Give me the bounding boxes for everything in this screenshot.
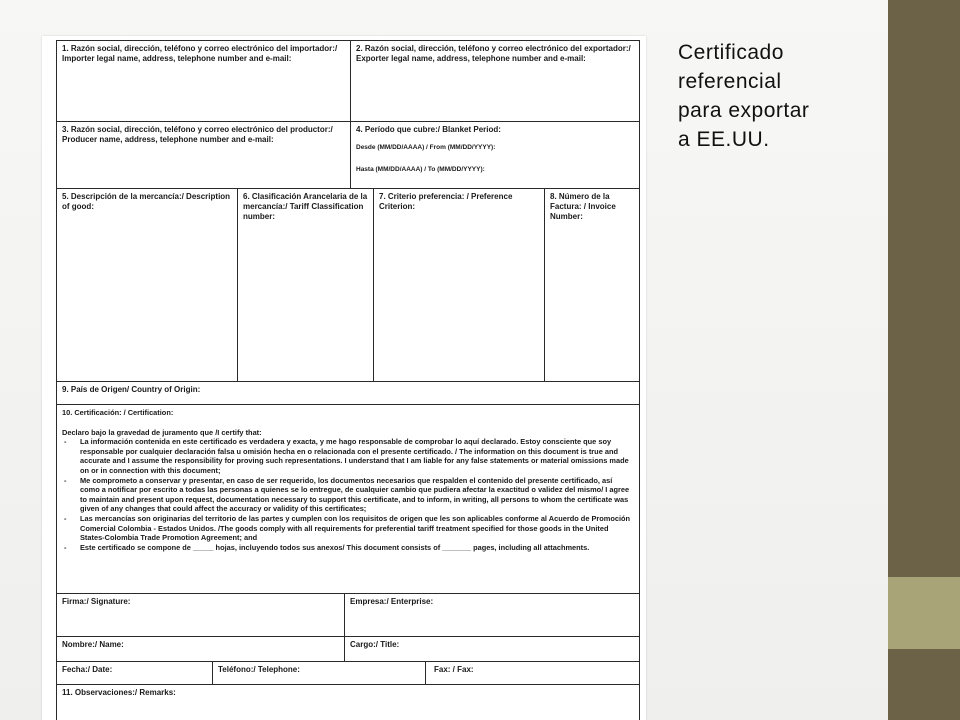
enterprise-label: Empresa:/ Enterprise: [350,597,434,606]
title-box [344,636,640,662]
remarks-box [56,684,640,720]
caption-line: para exportar [678,99,810,122]
caption-line: a EE.UU. [678,128,770,151]
invoice-box [544,188,640,382]
title-label: Cargo:/ Title: [350,640,400,649]
preference-box [373,188,545,382]
accent-bar-top [888,0,960,577]
producer-label: 3. Razón social, dirección, teléfono y correo electrónico del productor:/ Producer name, address, telephone number and e-mail: [62,125,333,144]
accent-bar-bottom [888,649,960,720]
tariff-label: 6. Clasificación Arancelaria de la mercancía:/ Tariff Classification number: [243,192,368,221]
description-box [56,188,238,382]
caption-line: Certificado [678,41,784,64]
telephone-label: Teléfono:/ Telephone: [218,665,300,674]
certification-label: 10. Certificación: / Certification: [62,408,174,417]
signature-label: Firma:/ Signature: [62,597,131,606]
certification-box [56,404,640,594]
description-label: 5. Descripción de la mercancía:/ Description of good: [62,192,231,211]
importer-label: 1. Razón social, dirección, teléfono y correo electrónico del importador:/ Importer legal name, address, telephone number and e-mail: [62,44,338,63]
producer-box [56,121,351,189]
exporter-label: 2. Razón social, dirección, teléfono y correo electrónico del exportador:/ Exporter legal name, address, telephone number and e-mail: [356,44,631,63]
invoice-label: 8. Número de la Factura: / Invoice Number: [550,192,616,221]
remarks-label: 11. Observaciones:/ Remarks: [62,688,176,697]
fax-label: Fax: / Fax: [434,665,474,674]
certification-item: - La información contenida en este certificado es verdadera y exacta, y me hago responsable de comprobar lo aquí declarado. Estoy consciente que soy responsable por cualquier declaración falsa u omisión hecha en o relacionada con el presente certificado. / The information on this document is true and accurate and I assume the responsibility for proving such representations. I understand that I am liable for any false statements or material omissions made on or in connection with this document; [62,437,634,475]
declaration-intro: Declaro bajo la gravedad de juramento que /I certify that: [62,427,262,437]
preference-label: 7. Criterio preferencia: / Preference Criterion: [379,192,513,211]
telephone-box [212,661,426,685]
importer-box [56,40,351,122]
tariff-box [237,188,374,382]
certification-item: - Las mercancías son originarias del territorio de las partes y cumplen con los requisitos de origen que les son aplicables conforme al Acuerdo de Promoción Comercial Colombia - Estados Unidos. /The goods comply with all requirements for preferential tariff treatment specified for those goods in the United States-Colombia Trade Promotion Agreement; and [62,514,634,543]
certification-item: - Este certificado se compone de _____ hojas, incluyendo todos sus anexos/ This document consists of _______ pages, including all attachments. [62,543,634,553]
fax-box [425,661,640,685]
origin-label: 9. País de Origen/ Country of Origin: [62,385,201,394]
accent-bar-middle [888,577,960,649]
blanket-period-label: 4. Período que cubre:/ Blanket Period: [356,125,501,134]
certificate-form [56,40,640,720]
enterprise-box [344,593,640,637]
caption-line: referencial [678,70,782,93]
exporter-box [350,40,640,122]
blanket-to-label: Hasta (MM/DD/AAAA) / To (MM/DD/YYYY): [356,166,485,173]
origin-box [56,381,640,405]
date-label: Fecha:/ Date: [62,665,113,674]
blanket-from-label: Desde (MM/DD/AAAA) / From (MM/DD/YYYY): [356,144,496,151]
slide-caption [678,38,858,154]
name-box [56,636,345,662]
signature-box [56,593,345,637]
date-box [56,661,213,685]
blanket-period-box [350,121,640,189]
certification-item: - Me comprometo a conservar y presentar, en caso de ser requerido, los documentos necesarios que respalden el contenido del presente certificado, así como a notificar por escrito a todas las personas a quienes se lo entregue, de cualquier cambio que pudiera afectar la exactitud o validez del mismo/ I agree to maintain and present upon request, documentation necessary to support this certificate, and to inform, in writing, all persons to whom the certificate was given of any changes that could affect the accuracy or validity of this certificates; [62,476,634,514]
name-label: Nombre:/ Name: [62,640,124,649]
certificate-scan [42,36,646,720]
